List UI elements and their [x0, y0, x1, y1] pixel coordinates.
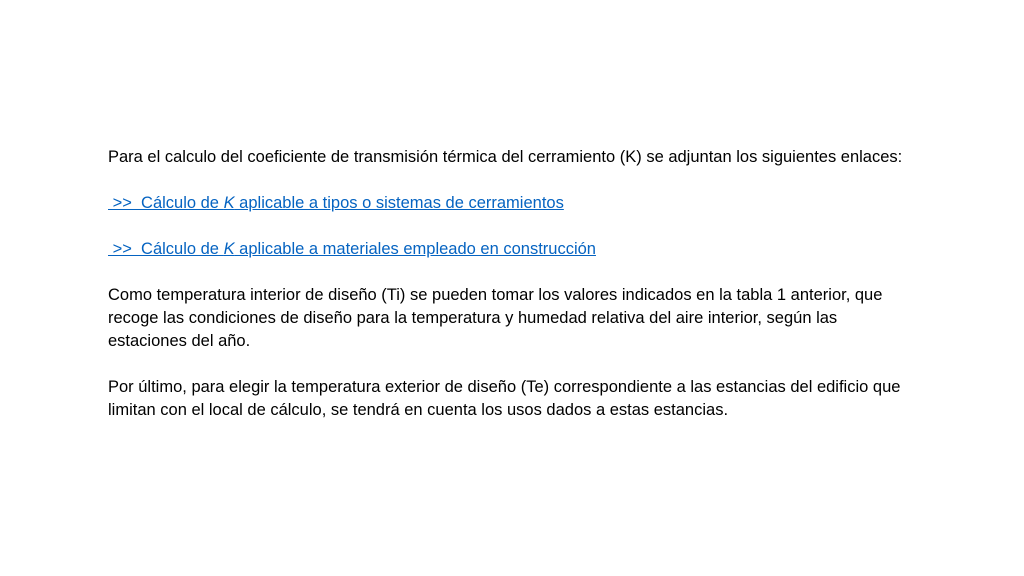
- link-prefix: >> Cálculo de: [108, 240, 224, 258]
- spacer: [108, 353, 908, 376]
- link-suffix: aplicable a materiales empleado en construcción: [234, 240, 596, 258]
- content-body: [108, 146, 908, 422]
- exterior-temp-paragraph: Por último, para elegir la temperatura exterior de diseño (Te) correspondiente a las estancias del edificio que limitan con el local de cálculo, se tendrá en cuenta los usos dados a estas estancias.: [108, 378, 901, 419]
- link-suffix: aplicable a tipos o sistemas de cerramientos: [234, 194, 564, 212]
- link-k-materiales[interactable]: [108, 238, 596, 261]
- link-row-materiales: [108, 238, 908, 261]
- spacer: [108, 261, 908, 284]
- link-prefix: >> Cálculo de: [108, 194, 224, 212]
- spacer: [108, 169, 908, 192]
- spacer: [108, 215, 908, 238]
- link-row-cerramientos: [108, 192, 908, 215]
- link-emphasis-k: K: [223, 240, 235, 258]
- link-emphasis-k: K: [223, 194, 235, 212]
- link-k-cerramientos[interactable]: [108, 192, 564, 215]
- interior-temp-paragraph: Como temperatura interior de diseño (Ti) se pueden tomar los valores indicados en la tabla 1 anterior, que recoge las condiciones de diseño para la temperatura y humedad relativa del aire interior, según las estaciones del año.: [108, 286, 883, 350]
- intro-paragraph: Para el calculo del coeficiente de transmisión térmica del cerramiento (K) se adjuntan los siguientes enlaces:: [108, 148, 903, 166]
